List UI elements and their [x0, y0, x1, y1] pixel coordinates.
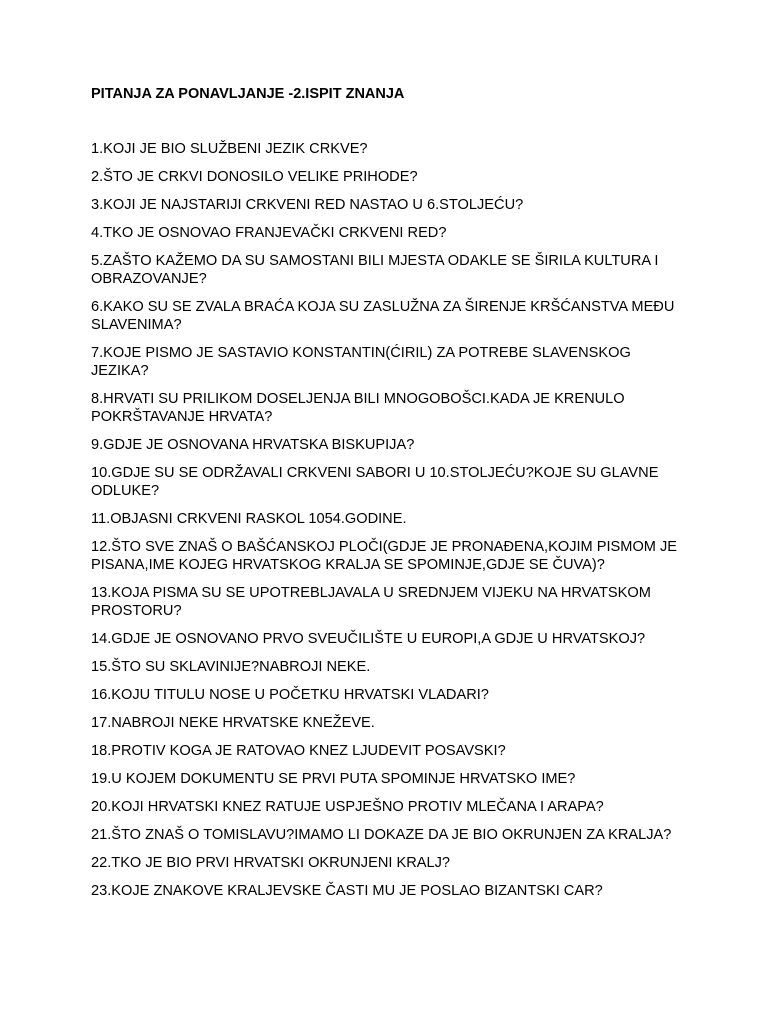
question-item: 5.ZAŠTO KAŽEMO DA SU SAMOSTANI BILI MJESTA ODAKLE SE ŠIRILA KULTURA I OBRAZOVANJE?: [91, 253, 659, 287]
question-item: 15.ŠTO SU SKLAVINIJE?NABROJI NEKE.: [91, 659, 371, 675]
question-item: 6.KAKO SU SE ZVALA BRAĆA KOJA SU ZASLUŽNA ZA ŠIRENJE KRŠĆANSTVA MEĐU SLAVENIMA?: [91, 299, 675, 333]
question-item: 12.ŠTO SVE ZNAŠ O BAŠĆANSKOJ PLOČI(GDJE JE PRONAĐENA,KOJIM PISMOM JE PISANA,IME KOJEG HRVATSKOG KRALJA SE SPOMINJE,GDJE SE ČUVA)?: [91, 539, 678, 573]
question-item: 22.TKO JE BIO PRVI HRVATSKI OKRUNJENI KRALJ?: [91, 855, 450, 871]
question-item: 3.KOJI JE NAJSTARIJI CRKVENI RED NASTAO U 6.STOLJEĆU?: [91, 197, 524, 213]
document-page: [91, 85, 691, 910]
document-title: PITANJA ZA PONAVLJANJE -2.ISPIT ZNANJA: [91, 86, 405, 102]
question-item: 1.KOJI JE BIO SLUŽBENI JEZIK CRKVE?: [91, 141, 368, 157]
question-item: 11.OBJASNI CRKVENI RASKOL 1054.GODINE.: [91, 511, 407, 527]
question-item: 10.GDJE SU SE ODRŽAVALI CRKVENI SABORI U 10.STOLJEĆU?KOJE SU GLAVNE ODLUKE?: [91, 465, 659, 499]
question-item: 8.HRVATI SU PRILIKOM DOSELJENJA BILI MNOGOBOŠCI.KADA JE KRENULO POKRŠTAVANJE HRVATA?: [91, 391, 625, 425]
question-item: 17.NABROJI NEKE HRVATSKE KNEŽEVE.: [91, 715, 375, 731]
question-item: 2.ŠTO JE CRKVI DONOSILO VELIKE PRIHODE?: [91, 169, 418, 185]
question-item: 23.KOJE ZNAKOVE KRALJEVSKE ČASTI MU JE POSLAO BIZANTSKI CAR?: [91, 883, 603, 899]
question-item: 20.KOJI HRVATSKI KNEZ RATUJE USPJEŠNO PROTIV MLEČANA I ARAPA?: [91, 799, 604, 815]
question-item: 4.TKO JE OSNOVAO FRANJEVAČKI CRKVENI RED?: [91, 225, 447, 241]
question-list: [91, 140, 691, 900]
question-item: 14.GDJE JE OSNOVANO PRVO SVEUČILIŠTE U EUROPI,A GDJE U HRVATSKOJ?: [91, 631, 646, 647]
question-item: 13.KOJA PISMA SU SE UPOTREBLJAVALA U SREDNJEM VIJEKU NA HRVATSKOM PROSTORU?: [91, 585, 651, 619]
question-item: 7.KOJE PISMO JE SASTAVIO KONSTANTIN(ĆIRIL) ZA POTREBE SLAVENSKOG JEZIKA?: [91, 345, 631, 379]
question-item: 19.U KOJEM DOKUMENTU SE PRVI PUTA SPOMINJE HRVATSKO IME?: [91, 771, 576, 787]
question-item: 21.ŠTO ZNAŠ O TOMISLAVU?IMAMO LI DOKAZE DA JE BIO OKRUNJEN ZA KRALJA?: [91, 827, 672, 843]
question-item: 16.KOJU TITULU NOSE U POČETKU HRVATSKI VLADARI?: [91, 687, 489, 703]
question-item: 18.PROTIV KOGA JE RATOVAO KNEZ LJUDEVIT POSAVSKI?: [91, 743, 506, 759]
question-item: 9.GDJE JE OSNOVANA HRVATSKA BISKUPIJA?: [91, 437, 415, 453]
